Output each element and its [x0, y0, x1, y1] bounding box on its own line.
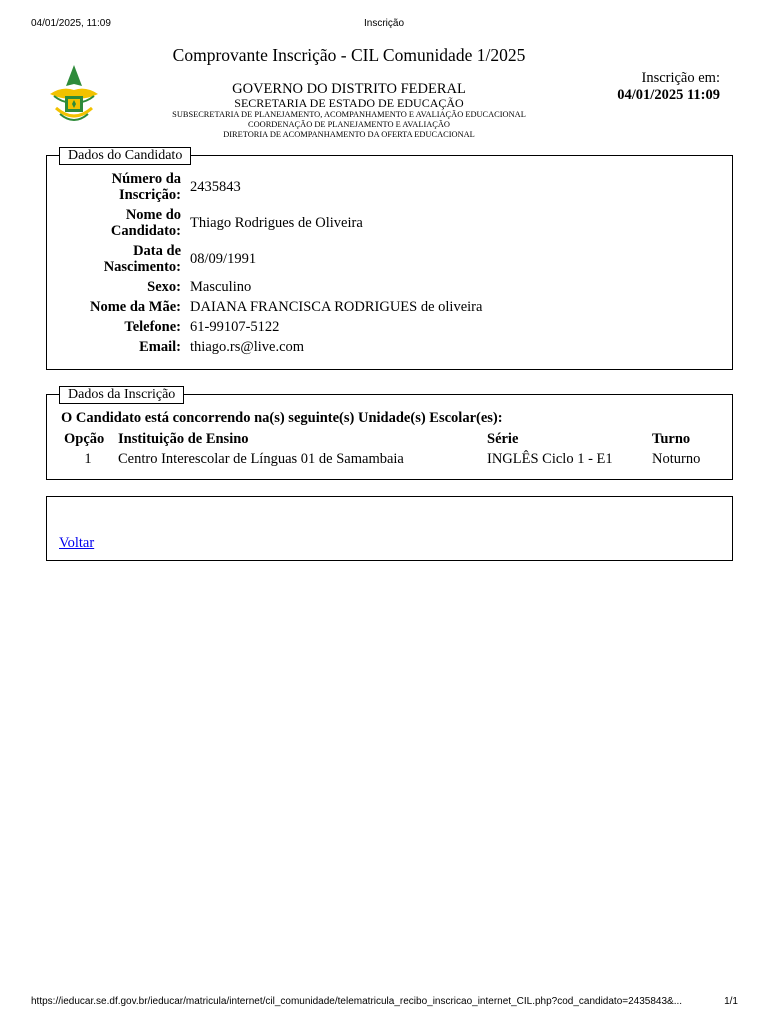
- back-link[interactable]: Voltar: [59, 535, 95, 551]
- column-header: Opção: [64, 431, 105, 447]
- sex: Masculino: [190, 279, 252, 295]
- field-label: Nome do Candidato:: [110, 207, 182, 239]
- table-row: [87, 318, 485, 338]
- institution-cell: Centro Interescolar de Línguas 01 de Samambaia: [118, 451, 404, 467]
- candidate-name: Thiago Rodrigues de Oliveira: [190, 215, 363, 231]
- table-row: [87, 298, 485, 318]
- table-row: [87, 206, 485, 242]
- column-header: Turno: [652, 431, 691, 447]
- field-label: Nome da Mãe:: [90, 299, 182, 315]
- field-label: Número da Inscrição:: [111, 171, 182, 203]
- school-options-table: [61, 429, 703, 469]
- column-header: Série: [487, 431, 519, 447]
- diretoria: DIRETORIA DE ACOMPANHAMENTO DA OFERTA EDUCACIONAL: [223, 130, 475, 139]
- registration-number: 2435843: [190, 179, 241, 195]
- phone: 61-99107-5122: [190, 319, 280, 335]
- inscription-heading: O Candidato está concorrendo na(s) seguinte(s) Unidade(s) Escolar(es):: [61, 410, 503, 426]
- subsecretaria: SUBSECRETARIA DE PLANEJAMENTO, ACOMPANHAMENTO E AVALIAÇÃO EDUCACIONAL: [172, 110, 526, 119]
- gov-title: GOVERNO DO DISTRITO FEDERAL: [232, 81, 466, 97]
- field-label: Telefone:: [124, 319, 182, 335]
- table-row: [87, 278, 485, 298]
- table-row: [61, 449, 703, 469]
- inscription-label: Inscrição em:: [641, 70, 720, 86]
- candidate-section: [46, 148, 733, 370]
- df-emblem-icon: [48, 64, 100, 126]
- print-url: https://ieducar.se.df.gov.br/ieducar/matricula/internet/cil_comunidade/telematricula_recibo_inscricao_internet_CIL.php?cod_candidato=2435843&...: [31, 996, 683, 1007]
- field-label: Data de Nascimento:: [103, 243, 182, 275]
- candidate-legend: Dados do Candidato: [59, 147, 191, 165]
- inscription-section: [46, 387, 733, 480]
- series-cell: INGLÊS Ciclo 1 - E1: [487, 451, 613, 467]
- table-row: [87, 170, 485, 206]
- candidate-table: [87, 170, 485, 358]
- actions-box: [46, 496, 733, 561]
- email: thiago.rs@live.com: [190, 339, 305, 355]
- table-header-row: [61, 429, 703, 449]
- mother-name: DAIANA FRANCISCA RODRIGUES de oliveira: [190, 299, 483, 315]
- column-header: Instituição de Ensino: [118, 431, 249, 447]
- inscription-timestamp: [617, 70, 720, 104]
- print-page-number: 1/1: [724, 996, 738, 1007]
- coordenacao: COORDENAÇÃO DE PLANEJAMENTO E AVALIAÇÃO: [248, 120, 450, 129]
- government-header: [140, 81, 558, 140]
- print-page-title: Inscrição: [363, 18, 404, 29]
- shift-cell: Noturno: [652, 451, 701, 467]
- field-label: Email:: [139, 339, 182, 355]
- birth-date: 08/09/1991: [190, 251, 257, 267]
- table-row: [87, 338, 485, 358]
- table-row: [87, 242, 485, 278]
- inscription-legend: Dados da Inscrição: [59, 386, 184, 404]
- inscription-datetime: 04/01/2025 11:09: [617, 87, 720, 103]
- field-label: Sexo:: [147, 279, 182, 295]
- document-title: Comprovante Inscrição - CIL Comunidade 1/2025: [172, 45, 526, 65]
- print-datetime: 04/01/2025, 11:09: [31, 18, 111, 29]
- secretaria: SECRETARIA DE ESTADO DE EDUCAÇÃO: [234, 96, 464, 110]
- option-cell: 1: [84, 451, 92, 467]
